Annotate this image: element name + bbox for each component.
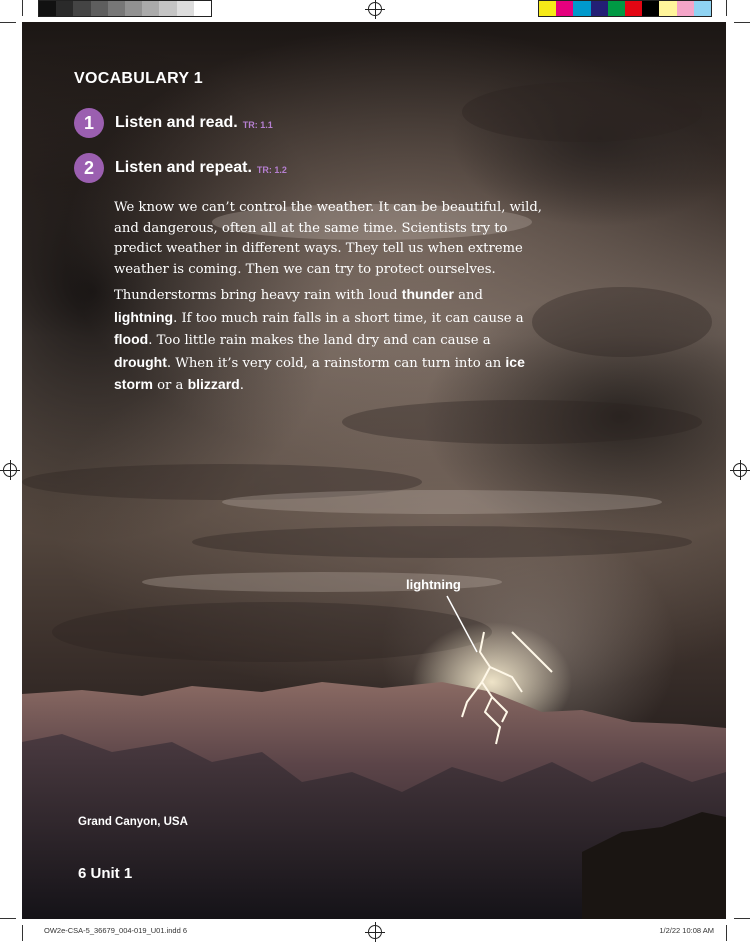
crop-mark — [0, 918, 16, 919]
color-swatch — [591, 1, 608, 16]
paragraph-text: . — [239, 378, 244, 393]
activity-step-2 — [74, 153, 287, 183]
registration-mark-left — [3, 463, 17, 477]
lightning-callout-label: lightning — [406, 577, 461, 592]
storm-photo-page — [22, 22, 726, 919]
grayscale-color-bar — [38, 0, 212, 17]
color-swatch — [677, 1, 694, 16]
gray-swatch — [73, 1, 90, 16]
color-swatch — [659, 1, 676, 16]
gray-swatch — [142, 1, 159, 16]
print-slug-filename: OW2e-CSA-5_36679_004-019_U01.indd 6 — [44, 926, 188, 935]
paragraph-text: . When it’s very cold, a rainstorm can turn into an — [166, 355, 506, 371]
activity-step-1 — [74, 108, 273, 138]
crop-mark — [734, 918, 750, 919]
crop-mark — [734, 22, 750, 23]
color-swatch — [539, 1, 556, 16]
step-number-badge: 1 — [74, 108, 104, 138]
cmyk-color-bar — [538, 0, 712, 17]
paragraph-text: and — [453, 288, 483, 303]
vocab-word-ice-storm: ice storm — [114, 353, 525, 392]
paragraph-text: or a — [152, 378, 188, 393]
gray-swatch — [108, 1, 125, 16]
gray-swatch — [56, 1, 73, 16]
vocab-word-drought: drought — [114, 353, 167, 370]
audio-track-label: TR: 1.2 — [256, 165, 287, 175]
gray-swatch — [194, 1, 211, 16]
step-number-badge: 2 — [74, 153, 104, 183]
crop-mark — [726, 925, 727, 941]
step-instruction: Listen and read. — [115, 114, 238, 131]
print-slug-date: 1/2/22 10:08 AM — [659, 926, 714, 935]
photo-caption: Grand Canyon, USA — [78, 816, 188, 828]
gray-swatch — [177, 1, 194, 16]
crop-mark — [726, 0, 727, 16]
crop-mark — [22, 0, 23, 16]
crop-mark — [22, 925, 23, 941]
paragraph-text: Thunderstorms bring heavy rain with loud — [114, 288, 402, 303]
vocab-word-flood: flood — [114, 331, 149, 347]
crop-mark — [0, 22, 16, 23]
gray-swatch — [39, 1, 56, 16]
paragraph-text: . Too little rain makes the land dry and can cause a — [148, 333, 491, 348]
color-swatch — [573, 1, 590, 16]
registration-mark-bottom — [368, 925, 382, 939]
color-swatch — [642, 1, 659, 16]
vocab-word-lightning: lightning — [114, 308, 174, 325]
page-folio: 6 Unit 1 — [78, 865, 133, 882]
paragraph-text: . If too much rain falls in a short time, it can cause a — [173, 310, 524, 326]
vocabulary-paragraph — [114, 284, 544, 397]
audio-track-label: TR: 1.1 — [242, 120, 273, 130]
registration-mark-right — [733, 463, 747, 477]
gray-swatch — [91, 1, 108, 16]
section-heading: VOCABULARY 1 — [74, 70, 203, 87]
intro-paragraph: We know we can’t control the weather. It can be beautiful, wild, and dangerous, often all at the same time. Scientists try to predict weather in different ways. They tell us when extreme weather is coming. Then we can try to protect ourselves. — [114, 200, 542, 277]
vocab-word-thunder: thunder — [401, 286, 454, 302]
color-swatch — [608, 1, 625, 16]
vocab-word-blizzard: blizzard — [187, 376, 240, 392]
color-swatch — [556, 1, 573, 16]
color-swatch — [625, 1, 642, 16]
gray-swatch — [159, 1, 176, 16]
gray-swatch — [125, 1, 142, 16]
color-swatch — [694, 1, 711, 16]
step-instruction: Listen and repeat. — [115, 159, 252, 176]
registration-mark-top — [368, 2, 382, 16]
